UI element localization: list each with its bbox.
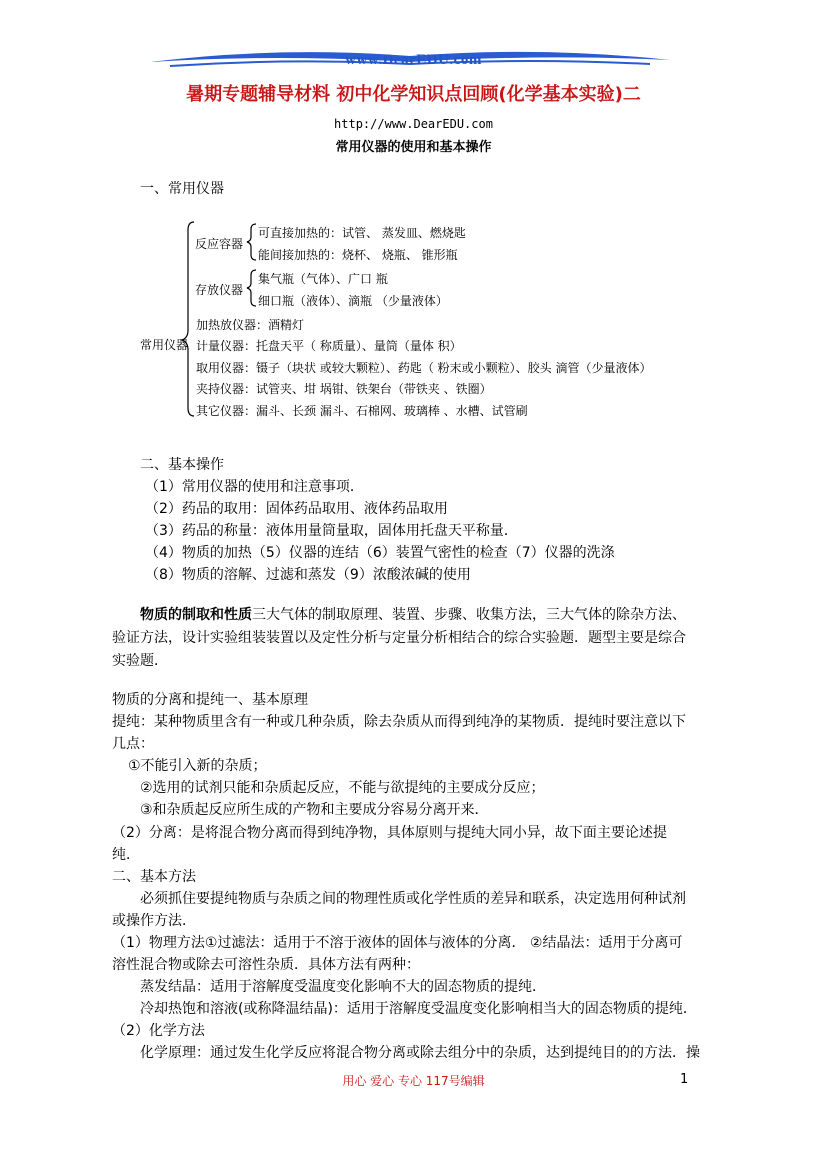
heating-instrument: 加热放仪器：酒精灯: [196, 318, 305, 332]
basic-methods-heading: 二、基本方法: [112, 869, 196, 885]
footer-text: 用心 爱心 专心 117号编辑: [342, 1074, 485, 1088]
reaction-item-direct: 可直接加热的：试管、 蒸发皿、燃烧匙: [258, 226, 466, 240]
preparation-paragraph-line1: [140, 604, 686, 624]
sub-url: http://www.DearEDU.com: [334, 117, 493, 131]
other-instrument: 其它仪器：漏斗、长颈 漏斗、石棉网、玻璃棒 、水槽、试管刷: [196, 404, 528, 418]
preparation-bold-lead: 物质的制取和性质: [140, 607, 252, 623]
separation-heading: 物质的分离和提纯一、基本原理: [112, 692, 308, 708]
storage-item-liquid: 细口瓶（液体）、滴瓶 （少量液体）: [258, 294, 448, 308]
storage-item-gas: 集气瓶（气体）、广口 瓶: [258, 272, 388, 286]
separation-line: （2）分离：是将混合物分离而得到纯净物，具体原则与提纯大同小异，故下面主要论述提: [112, 825, 667, 841]
physical-method-line: （1）物理方法①过滤法：适用于不溶于液体的固体与液体的分离． ②结晶法：适用于分离可: [112, 935, 683, 951]
page-number: 1: [680, 1072, 689, 1087]
diagram-root-label: 常用仪器: [140, 338, 189, 352]
purification-line: 几点：: [112, 736, 154, 752]
operation-line: （2）药品的取用：固体药品取用、液体药品取用: [145, 501, 448, 517]
chemical-principle-line: 化学原理：通过发生化学反应将混合物分离或除去组分中的杂质，达到提纯目的的方法．操: [140, 1045, 700, 1061]
purification-point-1: ①不能引入新的杂质；: [128, 758, 267, 774]
purification-point-3: ③和杂质起反应所生成的产物和主要成分容易分离开来．: [140, 802, 489, 818]
preparation-line3: 实验题．: [112, 653, 168, 669]
reaction-item-indirect: 能间接加热的：烧杯、 烧瓶、 锥形瓶: [258, 248, 458, 262]
operation-line: （4）物质的加热（5）仪器的连结（6）装置气密性的检查（7）仪器的洗涤: [145, 545, 615, 561]
operation-line: （3）药品的称量：液体用量筒量取，固体用托盘天平称量．: [145, 523, 518, 539]
section1-heading: 一、常用仪器: [140, 181, 224, 197]
purification-line: 提纯：某种物质里含有一种或几种杂质，除去杂质从而得到纯净的某物质．提纯时要注意以下: [112, 714, 686, 730]
methods-line: 或操作方法．: [112, 913, 196, 929]
reaction-container-label: 反应容器: [195, 237, 244, 251]
chemical-method-heading: （2）化学方法: [112, 1023, 205, 1039]
measuring-instrument: 计量仪器：托盘天平（ 称质量）、量筒（量体 积）: [196, 339, 462, 353]
evaporation-line: 蒸发结晶：适用于溶解度受温度变化影响不大的固态物质的提纯．: [140, 979, 546, 995]
physical-method-line: 溶性混合物或除去可溶性杂质．具体方法有两种：: [112, 957, 420, 973]
storage-label: 存放仪器: [195, 283, 244, 297]
document-title: 暑期专题辅导材料 初中化学知识点回顾(化学基本实验)二: [186, 84, 641, 105]
methods-line: 必须抓住要提纯物质与杂质之间的物理性质或化学性质的差异和联系，决定选用何种试剂: [140, 891, 686, 907]
operation-line: （8）物质的溶解、过滤和蒸发（9）浓酸浓碱的使用: [145, 567, 471, 583]
cooling-line: 冷却热饱和溶液(或称降温结晶)：适用于溶解度受温度变化影响相当大的固态物质的提纯．: [140, 1001, 697, 1017]
sub-title: 常用仪器的使用和基本操作: [335, 140, 492, 155]
preparation-line2: 验证方法，设计实验组装装置以及定性分析与定量分析相结合的综合实验题．题型主要是综合: [112, 630, 686, 646]
section2-heading: 二、基本操作: [140, 457, 224, 473]
taking-instrument: 取用仪器：镊子（块状 或较大颗粒）、药匙（ 粉末或小颗粒）、胶头 滴管（少量液体）: [196, 361, 652, 375]
clamping-instrument: 夹持仪器：试管夹、坩 埚钳、铁架台（带铁夹 、铁圈）: [196, 382, 492, 396]
separation-line: 纯．: [112, 847, 140, 863]
purification-point-2: ②选用的试剂只能和杂质起反应，不能与欲提纯的主要成分反应；: [140, 780, 545, 796]
operation-line: （1）常用仪器的使用和注意事项．: [145, 479, 364, 495]
header-url: www.DearEDU.com: [345, 52, 482, 68]
preparation-line1-rest: 三大气体的制取原理、装置、步骤、收集方法，三大气体的除杂方法、: [252, 607, 686, 623]
